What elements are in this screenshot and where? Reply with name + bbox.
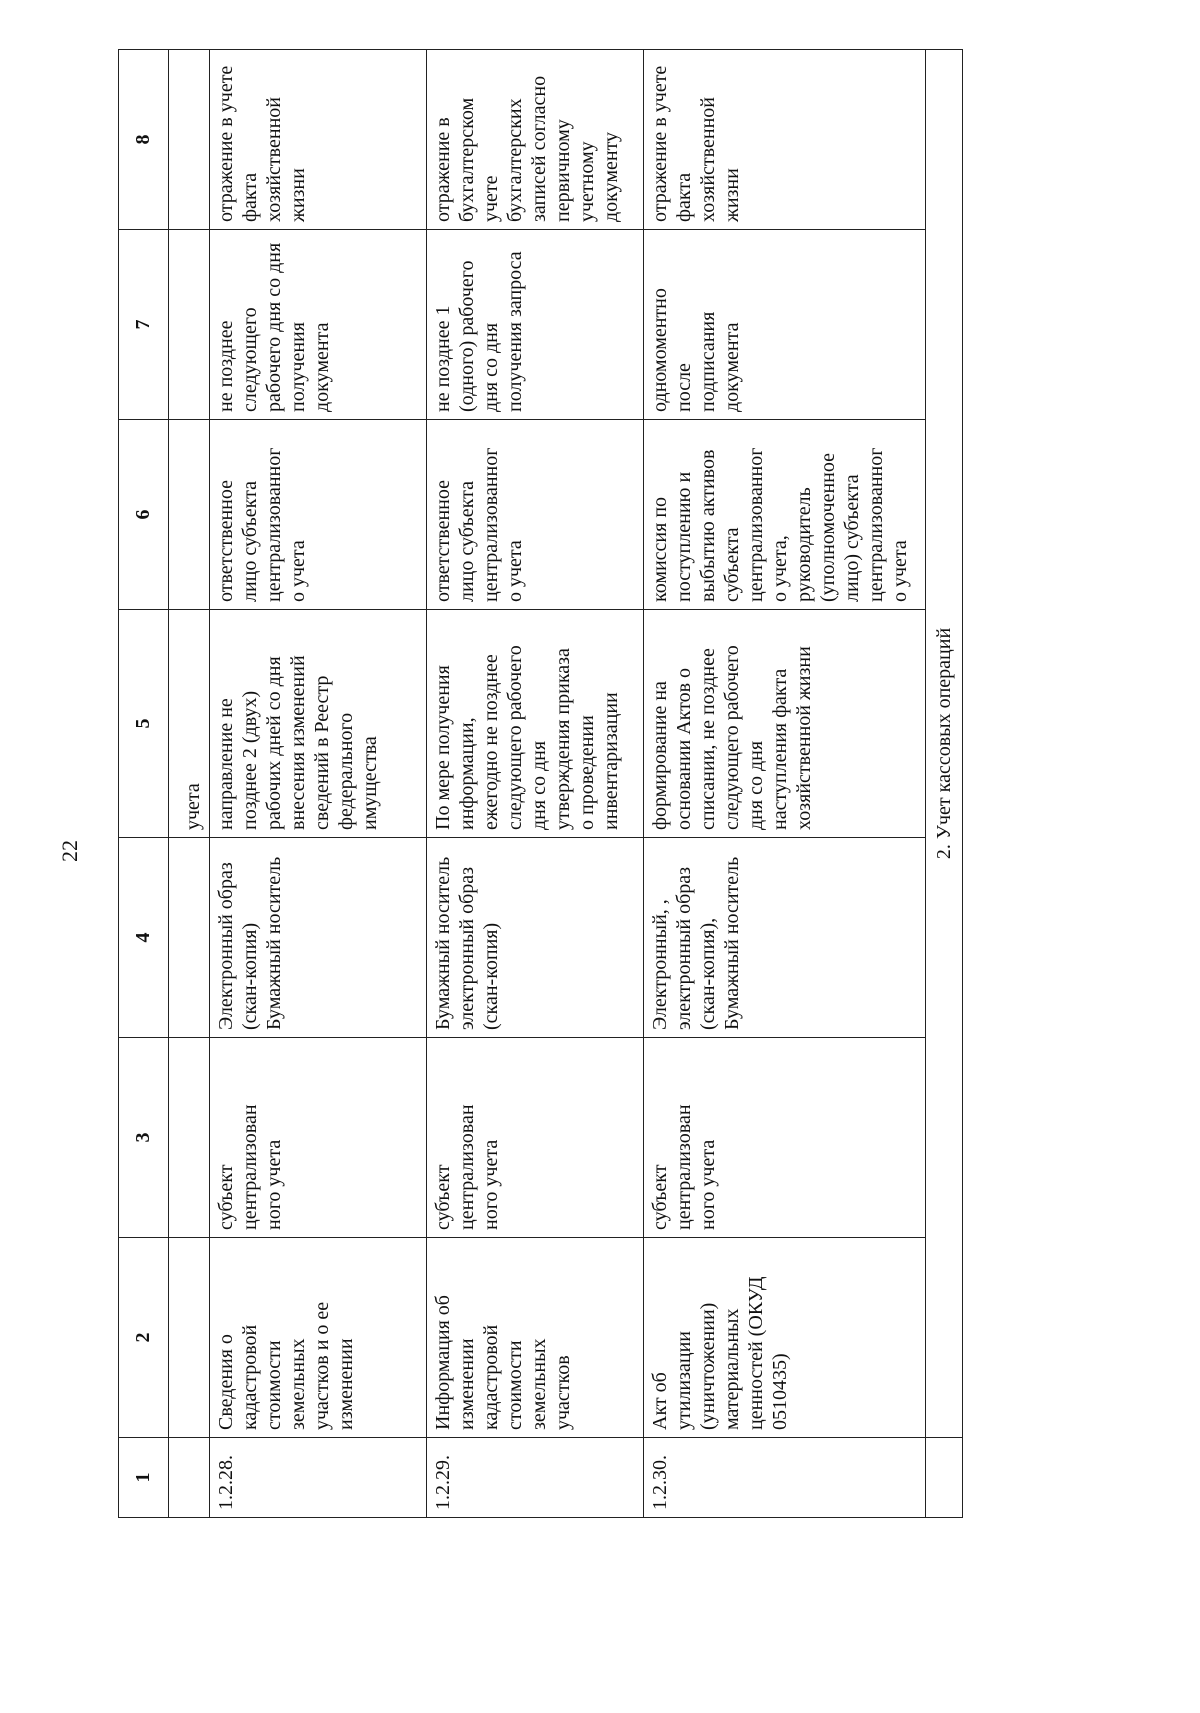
column-header-8: 8 bbox=[119, 50, 169, 230]
responsible-person: ответственное лицо субъекта централизованног о учета bbox=[427, 420, 644, 610]
empty-cell bbox=[168, 1238, 209, 1438]
document-format: Электронный, , электронный образ (скан-копия), Бумажный носитель bbox=[644, 838, 925, 1038]
table-row bbox=[210, 50, 427, 1518]
row-number: 1.2.30. bbox=[644, 1438, 925, 1518]
page-number: 22 bbox=[57, 840, 82, 862]
empty-cell bbox=[168, 1038, 209, 1238]
document-name: Информация об изменении кадастровой стоимости земельных участков bbox=[427, 1238, 644, 1438]
document-name: Сведения о кадастровой стоимости земельных участков и о ее изменении bbox=[210, 1238, 427, 1438]
provider: субъект централизован ного учета bbox=[644, 1038, 925, 1238]
column-header-7: 7 bbox=[119, 230, 169, 420]
column-header-6: 6 bbox=[119, 420, 169, 610]
table-row bbox=[644, 50, 925, 1518]
empty-cell bbox=[168, 1438, 209, 1518]
continuation-row bbox=[168, 50, 209, 1518]
section-title: 2. Учет кассовых операций bbox=[925, 50, 962, 1438]
continuation-text: учета bbox=[168, 610, 209, 838]
responsible-person: комиссия по поступлению и выбытию активов субъекта централизованног о учета, руководитель (уполномоченное лицо) субъекта централизованног о учета bbox=[644, 420, 925, 610]
column-header-2: 2 bbox=[119, 1238, 169, 1438]
processing-time: не позднее 1 (одного) рабочего дня со дня получения запроса bbox=[427, 230, 644, 420]
empty-cell bbox=[168, 50, 209, 230]
header-row bbox=[119, 50, 169, 1518]
document-format: Электронный образ (скан-копия) Бумажный носитель bbox=[210, 838, 427, 1038]
submission-deadline: направление не позднее 2 (двух) рабочих дней со дня внесения изменений сведений в Реестр федерального имущества bbox=[210, 610, 427, 838]
processing-time: одномоментно после подписания документа bbox=[644, 230, 925, 420]
section-row bbox=[925, 50, 962, 1518]
accounting-action: отражение в учете факта хозяйственной жизни bbox=[210, 50, 427, 230]
table-row bbox=[427, 50, 644, 1518]
processing-time: не позднее следующего рабочего дня со дня получения документа bbox=[210, 230, 427, 420]
column-header-5: 5 bbox=[119, 610, 169, 838]
empty-cell bbox=[168, 230, 209, 420]
document-format: Бумажный носитель электронный образ (скан-копия) bbox=[427, 838, 644, 1038]
empty-cell bbox=[168, 838, 209, 1038]
document-table bbox=[118, 49, 963, 1518]
accounting-action: отражение в учете факта хозяйственной жизни bbox=[644, 50, 925, 230]
accounting-action: отражение в бухгалтерском учете бухгалтерских записей согласно первичному учетному документу bbox=[427, 50, 644, 230]
submission-deadline: По мере получения информации, ежегодно не позднее следующего рабочего дня со дня утверждения приказа о проведении инвентаризации bbox=[427, 610, 644, 838]
submission-deadline: формирование на основании Актов о списании, не позднее следующего рабочего дня со дня наступления факта хозяйственной жизни bbox=[644, 610, 925, 838]
provider: субъект централизован ного учета bbox=[427, 1038, 644, 1238]
empty-cell bbox=[925, 1438, 962, 1518]
row-number: 1.2.29. bbox=[427, 1438, 644, 1518]
column-header-4: 4 bbox=[119, 838, 169, 1038]
document-name: Акт об утилизации (уничтожении) материальных ценностей (ОКУД 0510435) bbox=[644, 1238, 925, 1438]
rotated-table-container bbox=[118, 50, 963, 1518]
row-number: 1.2.28. bbox=[210, 1438, 427, 1518]
responsible-person: ответственное лицо субъекта централизованног о учета bbox=[210, 420, 427, 610]
column-header-1: 1 bbox=[119, 1438, 169, 1518]
column-header-3: 3 bbox=[119, 1038, 169, 1238]
provider: субъект централизован ного учета bbox=[210, 1038, 427, 1238]
empty-cell bbox=[168, 420, 209, 610]
